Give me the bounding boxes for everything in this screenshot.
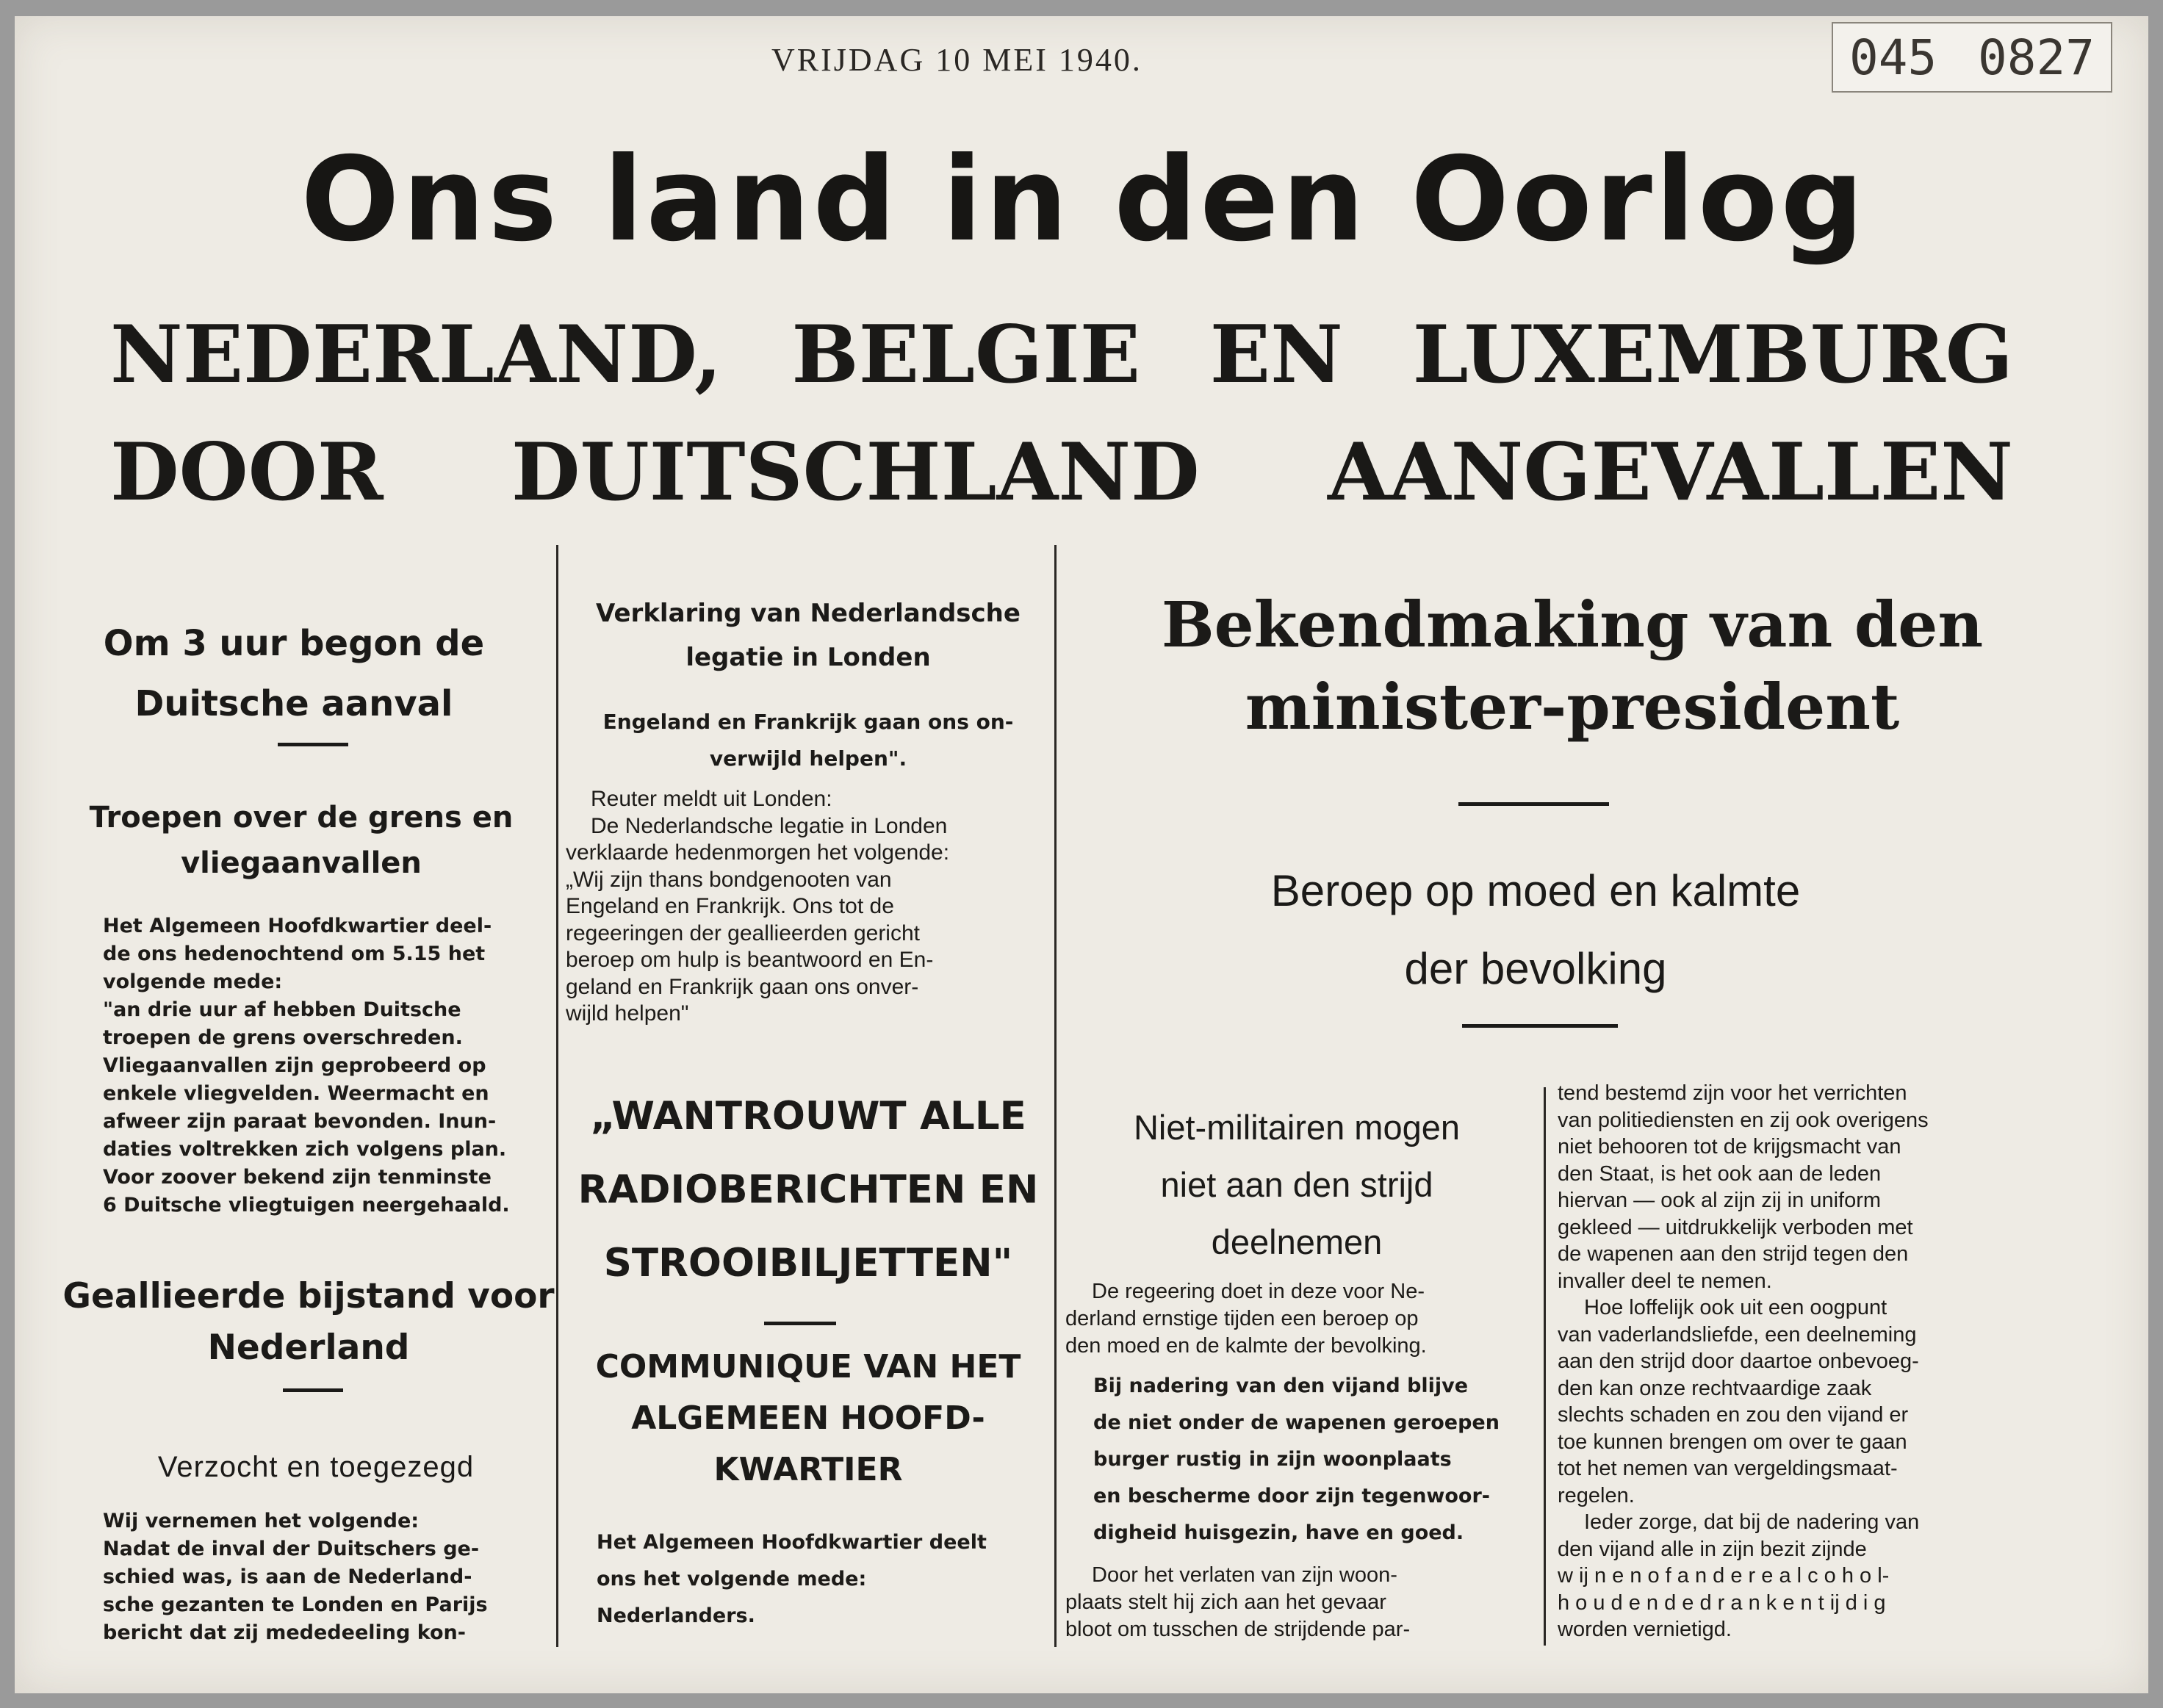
column1-article-body: Het Algemeen Hoofdkwartier deel- de ons hedenochtend om 5.15 het volgende mede: "an drie uur af hebben Duitsche troepen de grens overschreden. Vliegaanvallen zijn geprobeerd op enkele vliegvelden. Weermacht en afweer zijn paraat bevonden. Inun- daties voltrekken zich volgens plan. Voor zoover bekend zijn tenminste 6 Duitsche vliegtuigen neergehaald.: [103, 915, 510, 1217]
archive-box-number: 045: [1849, 29, 1937, 86]
column-rule: [1544, 1087, 1546, 1646]
column1-subheadline-2: Verzocht en toegezegd: [157, 1451, 475, 1483]
column1-article-body-2: Wij vernemen het volgende: Nadat de inval der Duitschers ge- schied was, is aan de Nederland- sche gezanten te Londen en Parijs bericht dat zij mededeeling kon-: [103, 1510, 488, 1644]
subheadline-line-1: [110, 309, 2013, 401]
main-headline: Ons land in den Oorlog: [300, 132, 1867, 267]
subheadline-word: DOOR: [110, 426, 384, 519]
column3-article-body-2: Bij nadering van den vijand blijve de niet onder de wapenen geroepen burger rustig in zijn woonplaats en bescherme door zijn tegenwoor- digheid huisgezin, have en goed.: [1093, 1374, 1500, 1544]
column2-headline-2: „WANTROUWT ALLE RADIOBERICHTEN EN STROOIBILJETTEN": [577, 1094, 1039, 1286]
column3-subheadline-2: Niet-militairen mogen niet aan den strijd deelnemen: [1133, 1108, 1461, 1261]
column-rule: [556, 545, 558, 1647]
column2-headline: Verklaring van Nederlandsche legatie in Londen: [596, 599, 1021, 672]
archive-item-number: 0827: [1978, 29, 2095, 86]
column4-article-body: tend bestemd zijn voor het verrichten van politiediensten en zij ook overigens niet behooren tot de krijgsmacht van den Staat, is het ook aan de leden hiervan — ook al zijn zij in uniform gekleed — uitdrukkelijk verboden met de wapenen aan den strijd tegen den invaller deel te nemen. Hoe loffelijk ook uit een oogpunt van vaderlandsliefde, een deelneming aan den strijd door daartoe onbevoeg- den kan onze rechtvaardige zaak slechts schaden en zou den vijand er toe kunnen brengen om over te gaan tot het nemen van vergeldingsmaat- regelen. Ieder zorge, dat bij de nadering van den vijand alle in zijn bezit zijnde w ij n e n o f a n d e r e a l c o h o l- h o u d e n d e d r a n k e n t ij d i g worden vernietigd.: [1558, 1081, 1929, 1641]
subheadline-word: DUITSCHLAND: [511, 426, 1200, 519]
column1-subheadline: Troepen over de grens en vliegaanvallen: [89, 801, 514, 880]
column1-headline-2: Geallieerde bijstand voor Nederland: [62, 1276, 555, 1368]
column3-headline: Bekendmaking van den minister-president: [1161, 588, 1984, 744]
column-rule: [1054, 545, 1057, 1647]
column3-subheadline: Beroep op moed en kalmte der bevolking: [1270, 866, 1801, 993]
subheadline-word: BELGIE: [791, 309, 1141, 401]
subheadline-word: LUXEMBURG: [1412, 309, 2013, 401]
divider: [1462, 1024, 1618, 1028]
divider: [764, 1322, 836, 1325]
subheadline-word: AANGEVALLEN: [1328, 426, 2013, 519]
column3-article-body-3: Door het verlaten van zijn woon- plaats stelt hij zich aan het gevaar bloot om tusschen de strijdende par-: [1065, 1563, 1411, 1641]
column2-article-body: Reuter meldt uit Londen: De Nederlandsche legatie in Londen verklaarde hedenmorgen het volgende: „Wij zijn thans bondgenooten van Engeland en Frankrijk. Ons tot de regeeringen der geallieerden gericht beroep om hulp is beantwoord en En- geland en Frankrijk gaan ons onver- wijld helpen": [566, 787, 950, 1026]
column2-article-body-2: Het Algemeen Hoofdkwartier deelt ons het volgende mede: Nederlanders.: [597, 1531, 987, 1627]
divider: [278, 743, 348, 746]
column3-article-body: De regeering doet in deze voor Ne- derland ernstige tijden een beroep op den moed en de kalmte der bevolking.: [1065, 1280, 1427, 1358]
subheadline-line-2: [110, 426, 2013, 519]
issue-date: VRIJDAG 10 MEI 1940.: [771, 42, 1142, 78]
divider: [283, 1388, 343, 1392]
column1-headline: Om 3 uur begon de Duitsche aanval: [103, 623, 485, 724]
column2-subheadline: Engeland en Frankrijk gaan ons on- verwijld helpen".: [602, 710, 1014, 771]
column2-subheadline-2: COMMUNIQUE VAN HET ALGEMEEN HOOFD- KWARTIER: [595, 1348, 1021, 1488]
archive-stamp: [1832, 22, 2112, 93]
subheadline-word: EN: [1209, 309, 1343, 401]
divider: [1458, 802, 1609, 806]
subheadline-word: NEDERLAND,: [110, 309, 722, 401]
